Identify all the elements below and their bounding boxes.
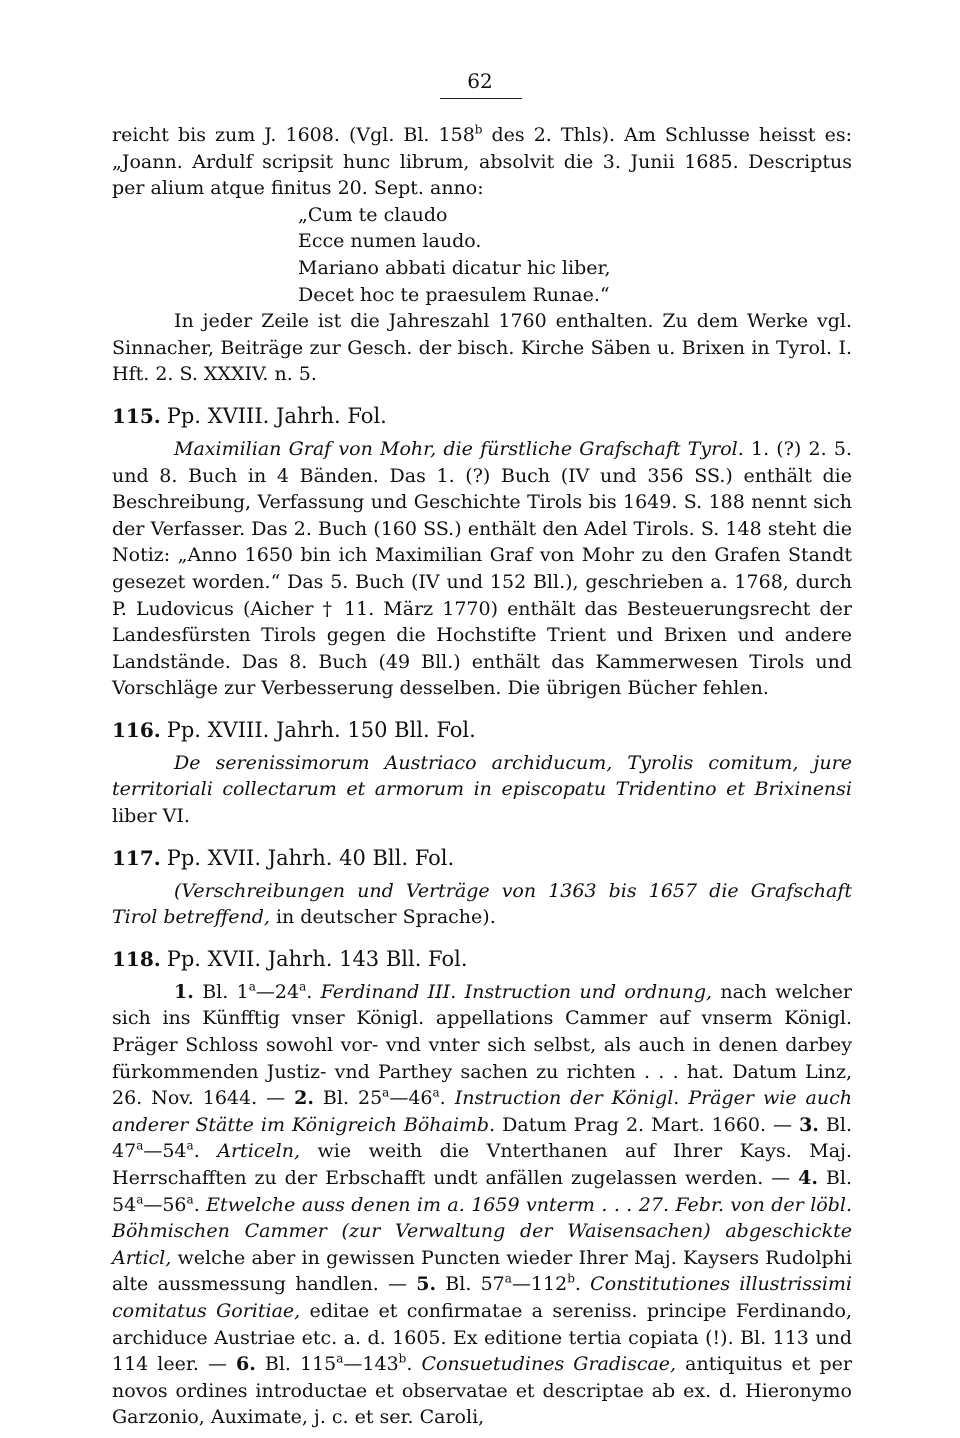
item-number: 3.	[799, 1113, 819, 1136]
item-number: 2.	[294, 1087, 314, 1110]
entry-117-description	[112, 878, 852, 931]
verse-line: Mariano abbati dicatur hic liber,	[298, 256, 611, 279]
folio-sup: a	[248, 979, 256, 994]
item-text: —54	[143, 1140, 187, 1163]
item-text: Bl. 1	[193, 980, 249, 1003]
folio-sup: a	[336, 1351, 344, 1366]
item-text: antiquitus et per novos ordines introductae et observatae et descriptae ab ex. d. Hieronymo Garzonio, Auximate, j. c. et ser. Caroli,	[112, 1353, 852, 1429]
entry-text: in deutscher Sprache).	[269, 906, 496, 929]
entry-114-note: In jeder Zeile ist die Jahreszahl 1760 enthalten. Zu dem Werke vgl. Sinnacher, Beiträge zur Gesch. der bisch. Kirche Säben u. Brixen in Tyrol. I. Hft. 2. S. XXXIV. n. 5.	[112, 310, 852, 386]
verse-line: Ecce numen laudo.	[298, 230, 482, 253]
item-text: Bl. 115	[255, 1353, 337, 1376]
item-text: Bl. 25	[313, 1087, 383, 1110]
entry-114-continuation	[112, 122, 852, 202]
item-title: Instruction der Königl. Präger wie auch anderer Stätte im Königreich Böhaimb.	[112, 1087, 852, 1136]
page-number: 62	[467, 69, 493, 93]
item-text: .	[574, 1273, 591, 1296]
item-title: Consuetudines Gradiscae,	[421, 1353, 677, 1376]
page-number-rule	[440, 98, 522, 99]
verse-line: Decet hoc te praesulem Runae.“	[298, 283, 610, 306]
item-number: 4.	[798, 1167, 818, 1189]
item-text: Bl. 47	[112, 1113, 852, 1163]
item-text: wie weith die Vnterthanen auf Ihrer Kays. Maj. Herrschafften zu der Erbschafft undt anfällen zugelassen werden. —	[112, 1140, 852, 1189]
folio-sup: a	[299, 979, 307, 994]
item-title: Ferdinand III. Instruction und ordnung,	[320, 980, 713, 1003]
entry-number: 117.	[112, 845, 161, 870]
entry-title: Maximilian Graf von Mohr, die fürstliche Grafschaft Tyrol.	[174, 437, 744, 460]
entry-115-heading	[112, 402, 852, 430]
entry-114-intro: reicht bis zum J. 1608. (Vgl. Bl. 158	[112, 124, 475, 146]
entry-number: 116.	[112, 717, 161, 742]
folio-sup: a	[136, 1192, 144, 1207]
folio-sup: a	[186, 1139, 194, 1154]
item-text: .	[439, 1087, 455, 1110]
entry-text: 1. (?) 2. 5. und 8. Buch in 4 Bänden. Das 1. (?) Buch (IV und 356 SS.) enthält die Beschreibung, Verfassung und Geschichte Tirols bis 1649. S. 188 nennt sich der Verfasser. Das 2. Buch (160 SS.) enthält den Adel Tirols. S. 148 steht die Notiz: „Anno 1650 bin ich Maximilian Graf von Mohr zu den Grafen Standt gesezet worden.“ Das 5. Buch (IV und 152 Bll.), geschrieben a. 1768, durch P. Ludovicus (Aicher † 11. März 1770) enthält das Besteuerungsrecht der Landesfürsten Tirols gegen die Hochstifte Trient und Brixen und andere Landstände. Das 8. Buch (49 Bll.) enthält das Kammerwesen Tirols und Vorschläge zur Verbesserung desselben. Die übrigen Bücher fehlen.	[112, 437, 852, 700]
item-text: nach welcher sich ins Künfftig vnser Königl. appellations Cammer auf vnserm Königl. Präger Schloss sowohl vor- vnd vnter sich selbst, als auch in denen darbey fürkommenden Justiz- vnd Parthey sachen zu richten . . . hat. Datum Linz, 26. Nov. 1644. —	[112, 980, 852, 1110]
item-text: —46	[389, 1087, 433, 1110]
item-title: Constitutiones illustrissimi comitatus Goritiae,	[112, 1273, 852, 1322]
folio-sup: a	[432, 1085, 440, 1100]
item-text: .	[406, 1353, 422, 1376]
item-text: Datum Prag 2. Mart. 1660. —	[495, 1113, 800, 1136]
item-title: Articeln,	[217, 1140, 301, 1163]
item-text: —112	[511, 1273, 568, 1296]
entry-title: De serenissimorum Austriaco archiducum, Tyrolis comitum, jure territoriali collectarum et armorum in episcopatu Tridentino et Brixinensi	[112, 751, 852, 801]
entry-118-heading	[112, 945, 852, 973]
entry-number: 115.	[112, 403, 161, 428]
entry-number: 118.	[112, 946, 161, 971]
entry-116-description	[112, 750, 852, 830]
item-text: .	[306, 980, 321, 1003]
verse-line: „Cum te claudo	[298, 203, 448, 226]
folio-sup: b	[567, 1272, 575, 1287]
folio-sup: a	[136, 1139, 144, 1154]
entry-115-description	[112, 436, 852, 702]
page-body	[112, 122, 852, 1431]
folio-sup: b	[398, 1351, 407, 1366]
folio-sup: a	[186, 1192, 194, 1207]
item-number: 5.	[416, 1273, 437, 1296]
item-text: editae et confirmatae a sereniss. principe Ferdinando, archiduce Austriae etc. a. d. 1605. Ex editione tertia copiata (!). Bl. 113 und 114 leer. —	[112, 1299, 852, 1376]
entry-meta: Pp. XVII. Jahrh. 143 Bll. Fol.	[166, 946, 468, 971]
chronogram-verse	[298, 202, 852, 308]
entry-meta: Pp. XVIII. Jahrh. 150 Bll. Fol.	[166, 717, 476, 742]
item-text: .	[193, 1140, 218, 1163]
entry-meta: Pp. XVII. Jahrh. 40 Bll. Fol.	[166, 845, 455, 870]
entry-meta: Pp. XVIII. Jahrh. Fol.	[166, 403, 387, 428]
folio-sup: a	[504, 1272, 512, 1287]
item-text: welche aber in gewissen Puncten wieder Ihrer Maj. Kaysers Rudolphi alte aussmessung handlen. —	[112, 1246, 852, 1296]
folio-sup: b	[474, 122, 483, 137]
entry-text: liber VI.	[112, 805, 190, 828]
item-text: —56	[143, 1193, 187, 1216]
folio-sup: a	[382, 1085, 390, 1100]
item-text: Bl. 57	[436, 1273, 505, 1296]
item-number: 1.	[174, 980, 194, 1003]
item-text: Bl. 54	[112, 1167, 852, 1216]
item-number: 6.	[235, 1353, 256, 1376]
item-text: —143	[343, 1353, 399, 1376]
item-text: —24	[255, 980, 300, 1003]
entry-118-description	[112, 979, 852, 1431]
item-text: .	[193, 1193, 207, 1216]
item-title: Etwelche auss denen im a. 1659 vnterm . . . 27. Febr. von der löbl. Böhmischen Cammer (zur Verwaltung der Waisensachen) abgeschickte Articl,	[112, 1193, 852, 1269]
entry-114-intro-rest: des 2. Thls). Am Schlusse heisst es: „Joann. Ardulf scripsit hunc librum, absolvit die 3. Junii 1685. Descriptus per alium atque finitus 20. Sept. anno:	[112, 124, 852, 200]
entry-title: (Verschreibungen und Verträge von 1363 bis 1657 die Grafschaft Tirol betreffend,	[112, 879, 852, 929]
entry-116-heading	[112, 716, 852, 744]
entry-117-heading	[112, 844, 852, 872]
